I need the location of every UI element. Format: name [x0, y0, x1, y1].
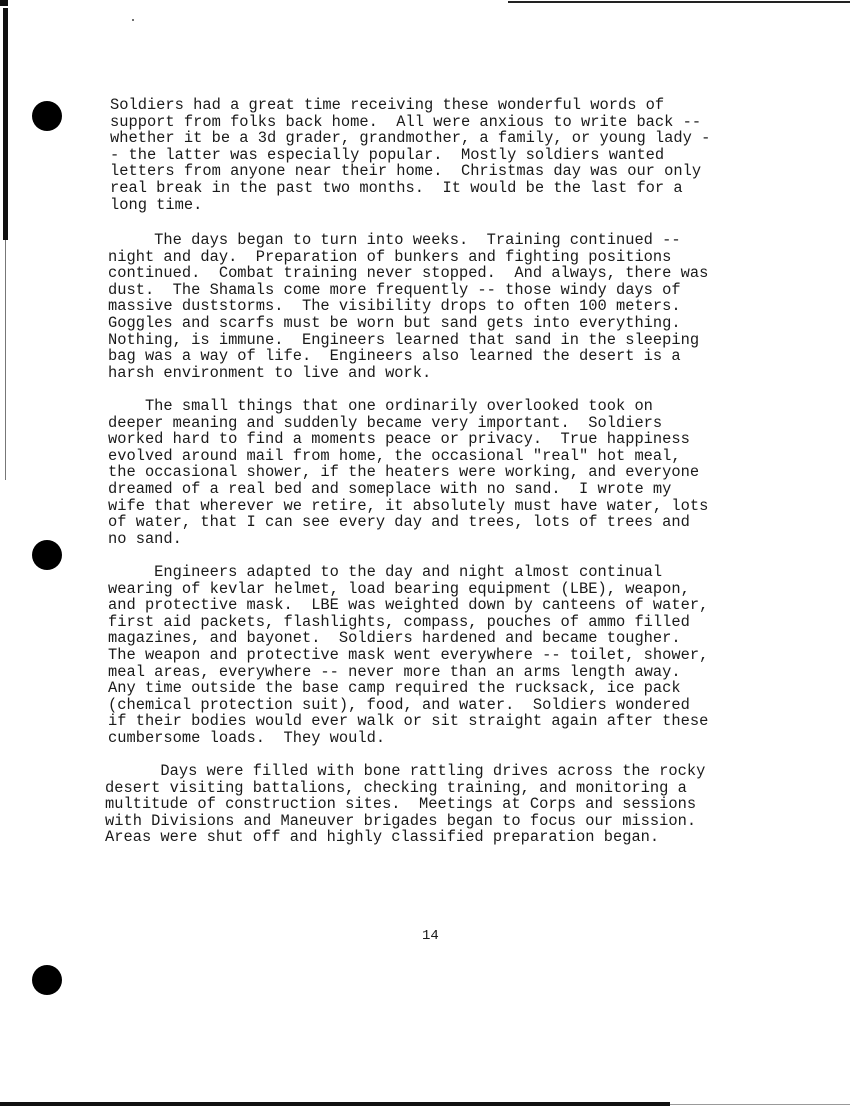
paragraph-drives: Days were filled with bone rattling drives across the rocky desert visiting battalions, checking training, and monitoring a multitude of construction sites. Meetings at Corps and sessions with Divisions and Maneuver brigades began to focus our mission. Areas were shut off and highly classified preparation began.	[105, 762, 706, 847]
scan-edge-bar	[3, 8, 8, 240]
punch-hole-icon	[32, 540, 62, 570]
scan-speck	[132, 19, 134, 21]
punch-hole-icon	[32, 965, 62, 995]
page-number: 14	[422, 928, 439, 944]
paragraph-days-into-weeks: The days began to turn into weeks. Training continued -- night and day. Preparation of bunkers and fighting positions continued. Combat training never stopped. And always, there was dust. The Shamals come more frequently -- those windy days of massive duststorms. The visibility drops to often 100 meters. Goggles and scarfs must be worn but sand gets into everything. Nothing, is immune. Engineers learned that sand in the sleeping bag was a way of life. Engineers also learned the desert is a harsh environment to live and work.	[108, 231, 709, 382]
paragraph-small-things: The small things that one ordinarily overlooked took on deeper meaning and suddenly became very important. Soldiers worked hard to find a moments peace or privacy. True happiness evolved around mail from home, the occasional "real" hot meal, the occasional shower, if the heaters were working, and everyone dreamed of a real bed and someplace with no sand. I wrote my wife that wherever we retire, it absolutely must have water, lots of water, that I can see every day and trees, lots of trees and no sand.	[108, 397, 709, 548]
scan-bottom-line	[0, 1102, 670, 1106]
paragraph-equipment: Engineers adapted to the day and night almost continual wearing of kevlar helmet, load bearing equipment (LBE), weapon, and protective mask. LBE was weighted down by canteens of water, first aid packets, flashlights, compass, pouches of ammo filled magazines, and bayonet. Soldiers hardened and became tougher. The weapon and protective mask went everywhere -- toilet, shower, meal areas, everywhere -- never more than an arms length away. Any time outside the base camp required the rucksack, ice pack (chemical protection suit), food, and water. Soldiers wondered if their bodies would ever walk or sit straight again after these cumbersome loads. They would.	[108, 563, 709, 747]
scan-top-line	[508, 1, 850, 3]
scan-artifact-corner	[0, 0, 8, 6]
punch-hole-icon	[32, 101, 62, 131]
paragraph-letters-from-home: Soldiers had a great time receiving these wonderful words of support from folks back home. All were anxious to write back -- whether it be a 3d grader, grandmother, a family, or young lady - - the latter was especially popular. Mostly soldiers wanted letters from anyone near their home. Christmas day was our only real break in the past two months. It would be the last for a long time.	[110, 96, 711, 214]
scan-bottom-line-thin	[670, 1104, 850, 1105]
scan-edge-line	[5, 240, 6, 480]
